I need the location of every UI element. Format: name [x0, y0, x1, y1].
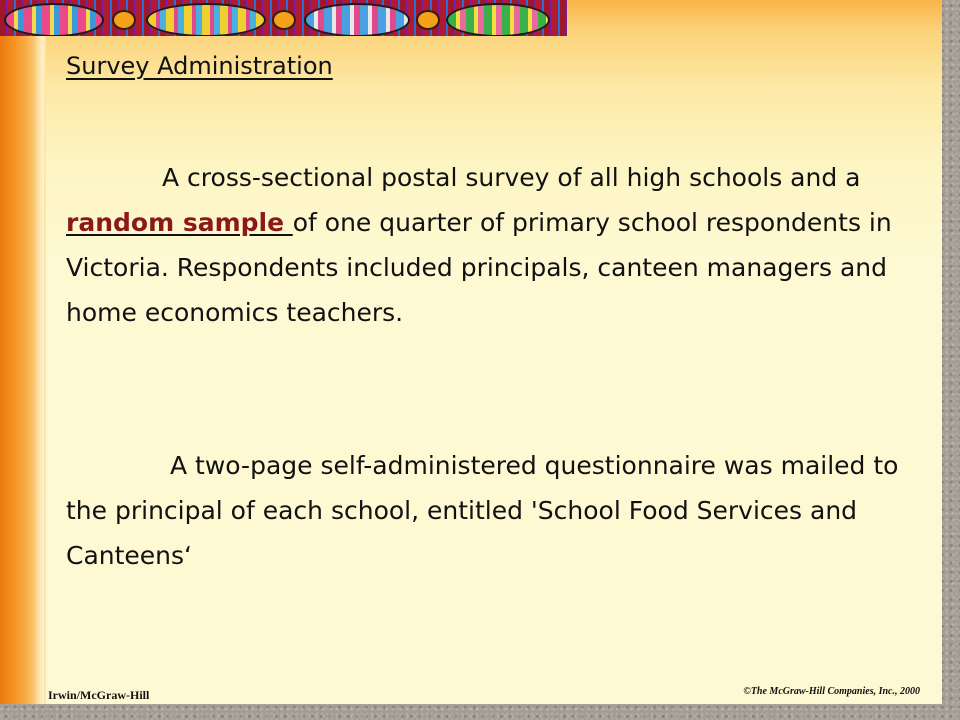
slide-title: Survey Administration: [66, 52, 333, 80]
paragraph-questionnaire: A two-page self-administered questionnaire was mailed to the principal of each school, entitled 'School Food Services and Canteens‘: [66, 451, 899, 570]
decorative-banner: [0, 0, 567, 36]
banner-oval-4: [446, 3, 550, 36]
banner-oval-2: [146, 3, 266, 36]
publisher-footer: Irwin/McGraw-Hill: [48, 688, 150, 702]
copyright-footer: ©The McGraw-Hill Companies, Inc., 2000: [743, 686, 920, 697]
banner-dot-2: [272, 10, 296, 30]
banner-dot-3: [416, 10, 440, 30]
paragraph-survey-method: [66, 155, 916, 335]
paragraph1-text-end: of one quarter of primary school respondents in Victoria. Respondents included principals, canteen managers and home economics teachers.: [66, 208, 892, 327]
banner-oval-3: [304, 3, 410, 36]
banner-oval-1: [4, 3, 104, 36]
random-sample-emphasis: random sample: [66, 208, 293, 237]
paragraph1-text-start: A cross-sectional postal survey of all high schools and a: [162, 163, 861, 192]
banner-dot-1: [112, 10, 136, 30]
left-bar-highlight: [34, 36, 44, 704]
